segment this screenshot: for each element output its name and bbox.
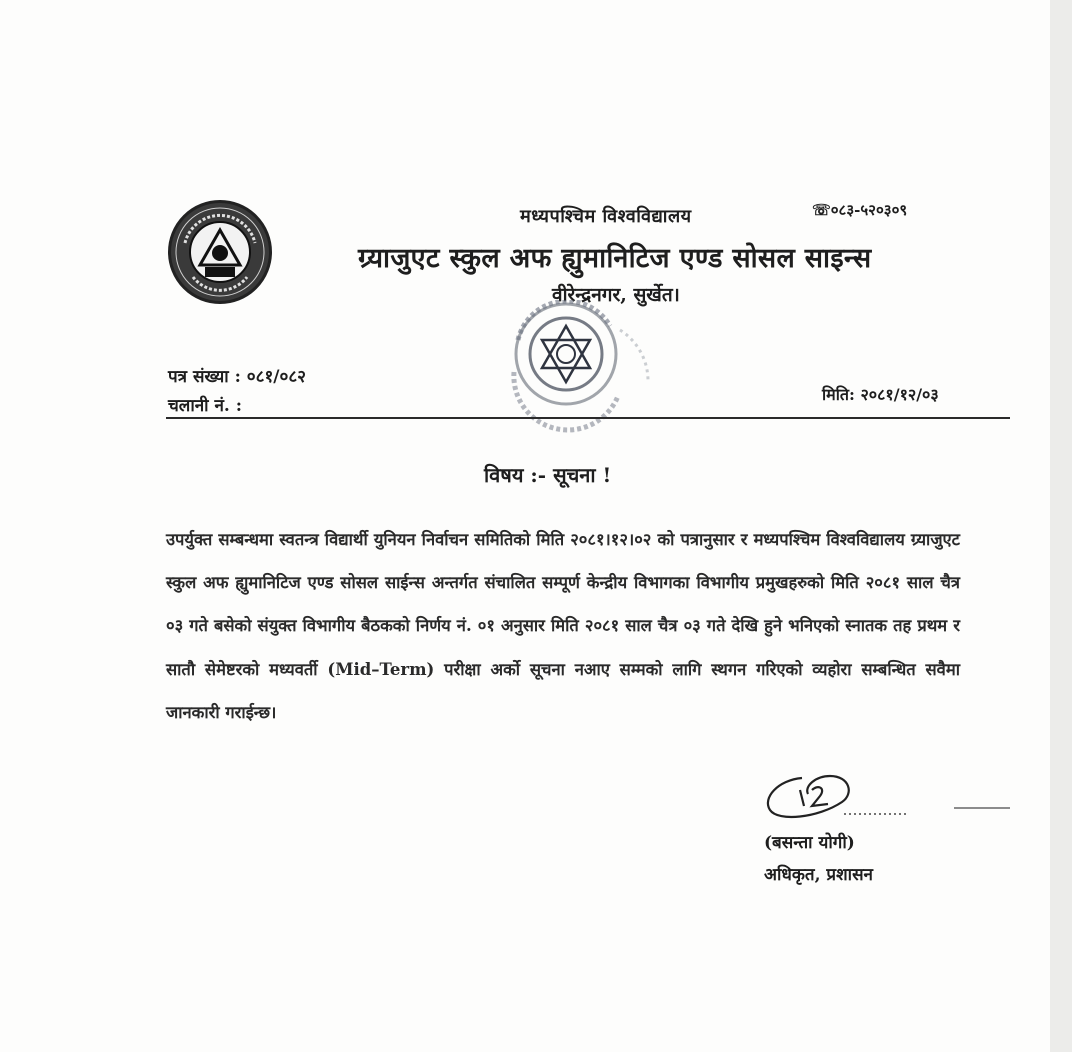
handwritten-signature-icon: [758, 768, 1018, 828]
official-seal-icon: [500, 300, 660, 440]
university-name: मध्यपश्चिम विश्वविद्यालय: [520, 206, 692, 227]
signatory-name: (बसन्ता योगी): [764, 833, 855, 853]
signatory-title: अधिकृत, प्रशासन: [764, 865, 873, 885]
letter-date: मिति: २०८१/१२/०३: [822, 385, 939, 404]
letter-body: उपर्युक्त सम्बन्धमा स्वतन्त्र विद्यार्थी युनियन निर्वाचन समितिको मिति २०८१।१२।०२ को पत्रानुसार र मध्यपश्चिम विश्वविद्यालय ग्र्याजुएट स्कुल अफ ह्युमानिटिज एण्ड सोसल साईन्स अन्तर्गत संचालित सम्पूर्ण केन्द्रीय विभागका विभागीय प्रमुखहरुको मिति २०८१ साल चैत्र ०३ गते बसेको संयुक्त विभागीय बैठकको निर्णय नं. ०१ अनुसार मिति २०८१ साल चैत्र ०३ गते देखि हुने भनिएको स्नातक तह प्रथम र सातौ सेमेष्टरको मध्यवर्ती (Mid–Term) परीक्षा अर्को सूचना नआए सम्मको लागि स्थगन गरिएको व्यहोरा सम्बन्धित सवैमा जानकारी गराईन्छ।: [166, 530, 960, 722]
dispatch-number: चलानी नं. :: [168, 396, 243, 416]
letter-subject: विषय :- सूचना !: [484, 463, 612, 487]
letter-reference-number: पत्र संख्या : ०८१/०८२: [168, 367, 307, 387]
school-name: ग्र्याजुएट स्कुल अफ ह्युमानिटिज एण्ड सोसल साइन्स: [358, 243, 872, 274]
phone-number: ☏०८३-५२०३०९: [812, 201, 908, 219]
school-address: वीरेन्द्रनगर, सुर्खेत।: [552, 284, 680, 306]
page-edge: [1050, 0, 1072, 1052]
university-logo-icon: [168, 200, 272, 304]
header-divider: [166, 417, 1010, 419]
